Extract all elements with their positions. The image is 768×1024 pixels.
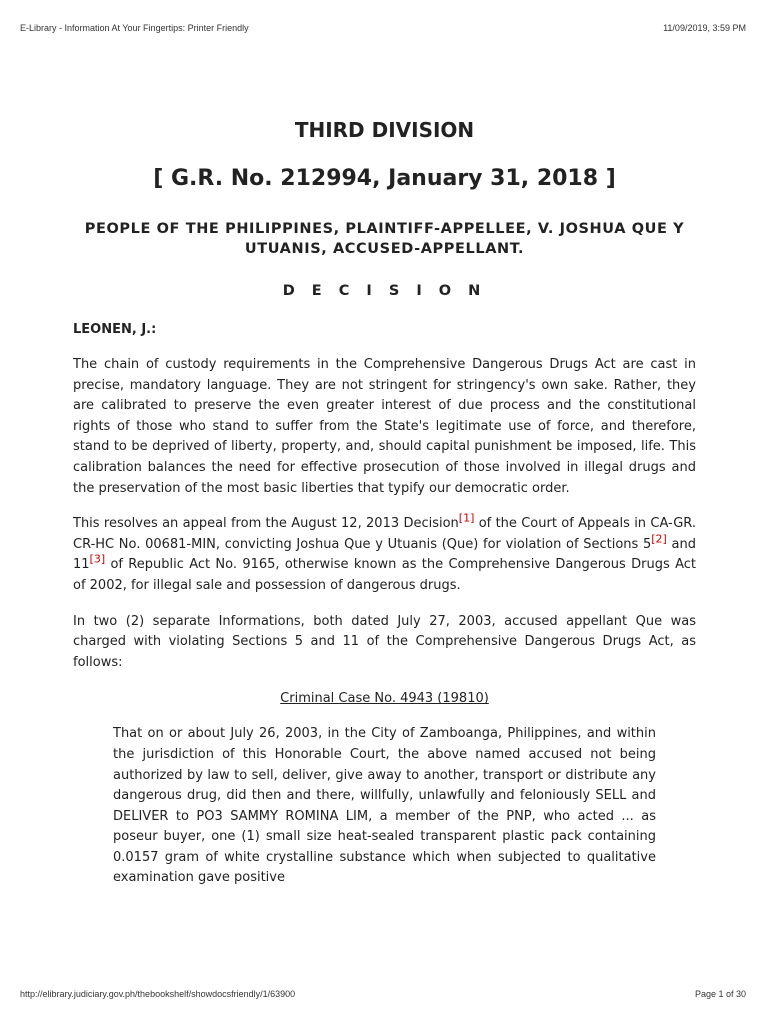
footnote-link-1[interactable]: [1] bbox=[458, 511, 475, 525]
decision-heading: D E C I S I O N bbox=[282, 283, 487, 299]
paragraph-2-part-a: This resolves an appeal from the August 12, 2013 Decision bbox=[73, 516, 459, 532]
information-quote: That on or about July 26, 2003, in the City of Zamboanga, Philippines, and within the jurisdiction of this Honorable Court, the above named accused not being authorized by law to sell, deliver, give away to another, transport or distribute any dangerous drug, did then and there, willfully, unlawfully and feloniously SELL and DELIVER to PO3 SAMMY ROMINA LIM, a member of the PNP, who acted ... as poseur buyer, one (1) small size heat-sealed transparent plastic pack containing 0.0157 gram of white crystalline substance which when subjected to qualitative examination gave positive bbox=[113, 726, 656, 886]
print-header-datetime: 11/09/2019, 3:59 PM bbox=[663, 23, 746, 33]
footnote-link-2[interactable]: [2] bbox=[651, 532, 667, 546]
footnote-link-3[interactable]: [3] bbox=[89, 553, 106, 567]
gr-number: [ G.R. No. 212994, January 31, 2018 ] bbox=[153, 166, 616, 191]
print-footer-page: Page 1 of 30 bbox=[694, 989, 746, 999]
paragraph-2-part-c: and 11 bbox=[73, 536, 697, 573]
print-footer bbox=[20, 989, 746, 999]
print-header bbox=[20, 23, 746, 33]
print-header-title: E-Library - Information At Your Fingertips: Printer Friendly bbox=[20, 23, 249, 33]
document-body bbox=[73, 116, 696, 889]
paragraph-2-part-b: of the Court of Appeals in CA-GR. CR-HC No. 00681-MIN, convicting Joshua Que y Utuanis (Que) for violation of Sections 5 bbox=[73, 516, 696, 552]
paragraph-2 bbox=[73, 511, 697, 596]
paragraph-3: In two (2) separate Informations, both dated July 27, 2003, accused appellant Que was charged with violating Sections 5 and 11 of the Comprehensive Dangerous Drugs Act, as follows: bbox=[73, 613, 696, 670]
case-parties: PEOPLE OF THE PHILIPPINES, PLAINTIFF-APPELLEE, V. JOSHUA QUE Y UTUANIS, ACCUSED-APPELLANT. bbox=[84, 221, 685, 257]
print-footer-url: http://elibrary.judiciary.gov.ph/thebookshelf/showdocsfriendly/1/63900 bbox=[20, 989, 296, 999]
paragraph-1: The chain of custody requirements in the Comprehensive Dangerous Drugs Act are cast in precise, mandatory language. They are not stringent for stringency's own sake. Rather, they are calibrated to preserve the even greater interest of due process and the constitutional rights of those who stand to suffer from the State's legitimate use of force, and therefore, stand to be deprived of liberty, property, and, should capital punishment be imposed, life. This calibration balances the need for effective prosecution of those involved in illegal drugs and the preservation of the most basic liberties that typify our democratic order. bbox=[73, 357, 696, 496]
ponente: LEONEN, J.: bbox=[73, 322, 157, 337]
paragraph-2-part-d: of Republic Act No. 9165, otherwise known as the Comprehensive Dangerous Drugs Act of 2002, for illegal sale and possession of dangerous drugs. bbox=[73, 557, 696, 593]
criminal-case-title: Criminal Case No. 4943 (19810) bbox=[280, 691, 489, 707]
division-title: THIRD DIVISION bbox=[294, 118, 475, 142]
